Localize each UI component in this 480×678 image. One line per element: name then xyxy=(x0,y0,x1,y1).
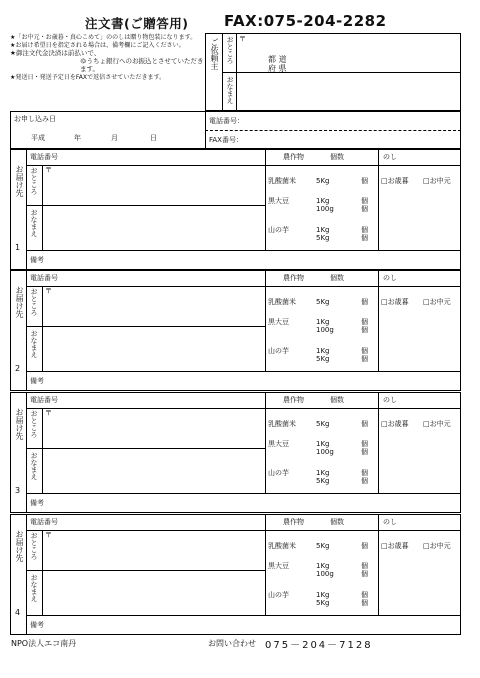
product-size: 1Kg xyxy=(316,347,330,355)
noshi-ochugen-checkbox[interactable]: □お中元 xyxy=(423,542,451,550)
product-unit: 個 xyxy=(361,599,368,607)
noshi-oseibo-checkbox[interactable]: □お歳暮 xyxy=(381,420,409,428)
recipient-address-field[interactable] xyxy=(55,412,260,444)
recipient-address-label: おところ xyxy=(30,532,38,560)
product-size: 100g xyxy=(316,326,334,334)
requester-name-label: おなまえ xyxy=(226,76,234,104)
product-unit: 個 xyxy=(361,542,368,550)
product-qty-field[interactable] xyxy=(340,448,359,456)
fax-number: FAX:075-204-2282 xyxy=(224,12,387,30)
note-line: ★お届け希望日を指定される場合は、備考欄にご記入ください。 xyxy=(10,41,185,49)
recipient-side-label: お届け先 xyxy=(15,530,24,562)
product-unit: 個 xyxy=(361,226,368,234)
qty-header: 個数 xyxy=(330,518,344,526)
product-size: 1Kg xyxy=(316,562,330,570)
requester-address-field[interactable] xyxy=(240,40,455,50)
product-name: 乳酸菌米 xyxy=(268,177,296,185)
product-size: 100g xyxy=(316,570,334,578)
product-header: 農作物 xyxy=(283,518,304,526)
product-size: 1Kg xyxy=(316,226,330,234)
recipient-address-label: おところ xyxy=(30,410,38,438)
product-qty-field[interactable] xyxy=(340,477,359,485)
product-name: 乳酸菌米 xyxy=(268,542,296,550)
noshi-oseibo-checkbox[interactable]: □お歳暮 xyxy=(381,177,409,185)
recipient-number: 4 xyxy=(15,608,21,617)
product-size: 5Kg xyxy=(316,477,330,485)
postal-mark: 〒 xyxy=(45,287,52,295)
contact-label: お問い合わせ xyxy=(208,639,256,648)
product-header: 農作物 xyxy=(283,153,304,161)
product-qty-field[interactable] xyxy=(340,542,359,550)
product-qty-field[interactable] xyxy=(340,226,359,234)
product-name: 山の芋 xyxy=(268,591,289,599)
postal-mark: 〒 xyxy=(45,409,52,417)
product-size: 1Kg xyxy=(316,469,330,477)
product-unit: 個 xyxy=(361,440,368,448)
product-qty-field[interactable] xyxy=(340,205,359,213)
product-unit: 個 xyxy=(361,205,368,213)
product-size: 100g xyxy=(316,205,334,213)
note-line: ★「お中元・お歳暮・真心こめて」ののしは贈り物包装になります。 xyxy=(10,33,197,41)
product-size: 1Kg xyxy=(316,197,330,205)
recipient-phone-field[interactable] xyxy=(80,517,260,528)
product-qty-field[interactable] xyxy=(340,177,359,185)
product-size: 5Kg xyxy=(316,599,330,607)
product-qty-field[interactable] xyxy=(340,318,359,326)
date-year: 年 xyxy=(74,134,81,142)
recipient-number: 1 xyxy=(15,243,21,252)
recipient-side-label: お届け先 xyxy=(15,408,24,440)
recipient-remarks-label: 備考 xyxy=(30,256,44,264)
product-size: 5Kg xyxy=(316,298,330,306)
product-unit: 個 xyxy=(361,197,368,205)
product-size: 1Kg xyxy=(316,318,330,326)
product-unit: 個 xyxy=(361,570,368,578)
product-name: 山の芋 xyxy=(268,226,289,234)
qty-header: 個数 xyxy=(330,274,344,282)
noshi-ochugen-checkbox[interactable]: □お中元 xyxy=(423,177,451,185)
product-qty-field[interactable] xyxy=(340,562,359,570)
recipient-phone-field[interactable] xyxy=(80,273,260,284)
noshi-oseibo-checkbox[interactable]: □お歳暮 xyxy=(381,542,409,550)
recipient-address-label: おところ xyxy=(30,167,38,195)
qty-header: 個数 xyxy=(330,153,344,161)
noshi-oseibo-checkbox[interactable]: □お歳暮 xyxy=(381,298,409,306)
note-line: ゆうちょ銀行へのお振込とさせていただきます。 xyxy=(80,57,204,73)
product-unit: 個 xyxy=(361,326,368,334)
product-qty-field[interactable] xyxy=(340,591,359,599)
product-size: 1Kg xyxy=(316,591,330,599)
noshi-ochugen-checkbox[interactable]: □お中元 xyxy=(423,420,451,428)
org-name: NPO法人エコ南丹 xyxy=(11,639,77,648)
product-size: 100g xyxy=(316,448,334,456)
recipient-name-label: おなまえ xyxy=(30,452,38,480)
product-unit: 個 xyxy=(361,234,368,242)
product-unit: 個 xyxy=(361,177,368,185)
product-qty-field[interactable] xyxy=(340,420,359,428)
postal-mark: 〒 xyxy=(45,166,52,174)
recipient-name-field[interactable] xyxy=(46,209,260,245)
product-size: 1Kg xyxy=(316,440,330,448)
recipient-phone-label: 電話番号 xyxy=(30,396,58,404)
product-unit: 個 xyxy=(361,477,368,485)
product-name: 乳酸菌米 xyxy=(268,420,296,428)
noshi-header: のし xyxy=(383,274,397,282)
product-name: 山の芋 xyxy=(268,469,289,477)
product-unit: 個 xyxy=(361,469,368,477)
noshi-header: のし xyxy=(383,518,397,526)
product-qty-field[interactable] xyxy=(340,469,359,477)
product-name: 黒大豆 xyxy=(268,562,289,570)
recipient-name-label: おなまえ xyxy=(30,209,38,237)
recipient-address-field[interactable] xyxy=(55,169,260,201)
noshi-header: のし xyxy=(383,396,397,404)
page-title: 注文書(ご贈答用) xyxy=(85,16,189,31)
note-line: ★御注文代金決済は前払いで、 xyxy=(10,49,101,57)
postal-mark: 〒 xyxy=(239,35,246,43)
product-qty-field[interactable] xyxy=(340,234,359,242)
recipient-remarks-field[interactable] xyxy=(60,618,455,632)
note-line: ★発送日・発送予定日をFAXで返信させていただきます。 xyxy=(10,73,166,81)
recipient-name-label: おなまえ xyxy=(30,330,38,358)
postal-mark: 〒 xyxy=(45,531,52,539)
product-unit: 個 xyxy=(361,591,368,599)
requester-name-field[interactable] xyxy=(240,76,455,106)
recipient-remarks-field[interactable] xyxy=(60,374,455,388)
product-size: 5Kg xyxy=(316,355,330,363)
recipient-remarks-field[interactable] xyxy=(60,496,455,510)
date-era: 平成 xyxy=(31,134,45,142)
recipient-phone-label: 電話番号 xyxy=(30,153,58,161)
application-fax-label: FAX番号： xyxy=(209,136,243,144)
recipient-side-label: お届け先 xyxy=(15,286,24,318)
recipient-side-label: お届け先 xyxy=(15,165,24,197)
requester-address-label: おところ xyxy=(226,36,234,64)
product-qty-field[interactable] xyxy=(340,197,359,205)
recipient-remarks-label: 備考 xyxy=(30,621,44,629)
recipient-phone-field[interactable] xyxy=(80,152,260,163)
product-size: 5Kg xyxy=(316,234,330,242)
recipient-address-label: おところ xyxy=(30,288,38,316)
recipient-remarks-label: 備考 xyxy=(30,377,44,385)
recipient-number: 2 xyxy=(15,364,21,373)
recipient-name-field[interactable] xyxy=(46,452,260,488)
requester-side-label: ご依頼主 xyxy=(210,38,219,70)
product-unit: 個 xyxy=(361,347,368,355)
product-qty-field[interactable] xyxy=(340,347,359,355)
recipient-phone-field[interactable] xyxy=(80,395,260,406)
recipient-name-label: おなまえ xyxy=(30,574,38,602)
product-qty-field[interactable] xyxy=(340,355,359,363)
application-date-label: お申し込み日 xyxy=(14,115,56,123)
product-qty-field[interactable] xyxy=(340,326,359,334)
product-name: 乳酸菌米 xyxy=(268,298,296,306)
recipient-phone-label: 電話番号 xyxy=(30,518,58,526)
recipient-remarks-label: 備考 xyxy=(30,499,44,507)
product-qty-field[interactable] xyxy=(340,570,359,578)
product-unit: 個 xyxy=(361,318,368,326)
recipient-number: 3 xyxy=(15,486,21,495)
product-unit: 個 xyxy=(361,448,368,456)
contact-tel: 075－204－7128 xyxy=(265,640,373,651)
product-name: 黒大豆 xyxy=(268,318,289,326)
product-header: 農作物 xyxy=(283,274,304,282)
product-qty-field[interactable] xyxy=(340,599,359,607)
product-name: 黒大豆 xyxy=(268,440,289,448)
product-name: 黒大豆 xyxy=(268,197,289,205)
recipient-address-field[interactable] xyxy=(55,534,260,566)
product-header: 農作物 xyxy=(283,396,304,404)
product-size: 5Kg xyxy=(316,177,330,185)
product-unit: 個 xyxy=(361,355,368,363)
recipient-address-field[interactable] xyxy=(55,290,260,322)
product-size: 5Kg xyxy=(316,420,330,428)
product-qty-field[interactable] xyxy=(340,298,359,306)
noshi-header: のし xyxy=(383,153,397,161)
product-unit: 個 xyxy=(361,298,368,306)
pref-bottom: 府 県 xyxy=(268,64,287,73)
product-qty-field[interactable] xyxy=(340,440,359,448)
date-day: 日 xyxy=(150,134,157,142)
application-phone-label: 電話番号： xyxy=(209,117,244,125)
product-name: 山の芋 xyxy=(268,347,289,355)
qty-header: 個数 xyxy=(330,396,344,404)
notes-block xyxy=(10,33,205,81)
recipient-name-field[interactable] xyxy=(46,574,260,610)
recipient-remarks-field[interactable] xyxy=(60,253,455,267)
pref-top: 都 道 xyxy=(268,55,287,64)
date-month: 月 xyxy=(111,134,118,142)
noshi-ochugen-checkbox[interactable]: □お中元 xyxy=(423,298,451,306)
product-unit: 個 xyxy=(361,562,368,570)
recipient-name-field[interactable] xyxy=(46,330,260,366)
recipient-phone-label: 電話番号 xyxy=(30,274,58,282)
product-unit: 個 xyxy=(361,420,368,428)
product-size: 5Kg xyxy=(316,542,330,550)
